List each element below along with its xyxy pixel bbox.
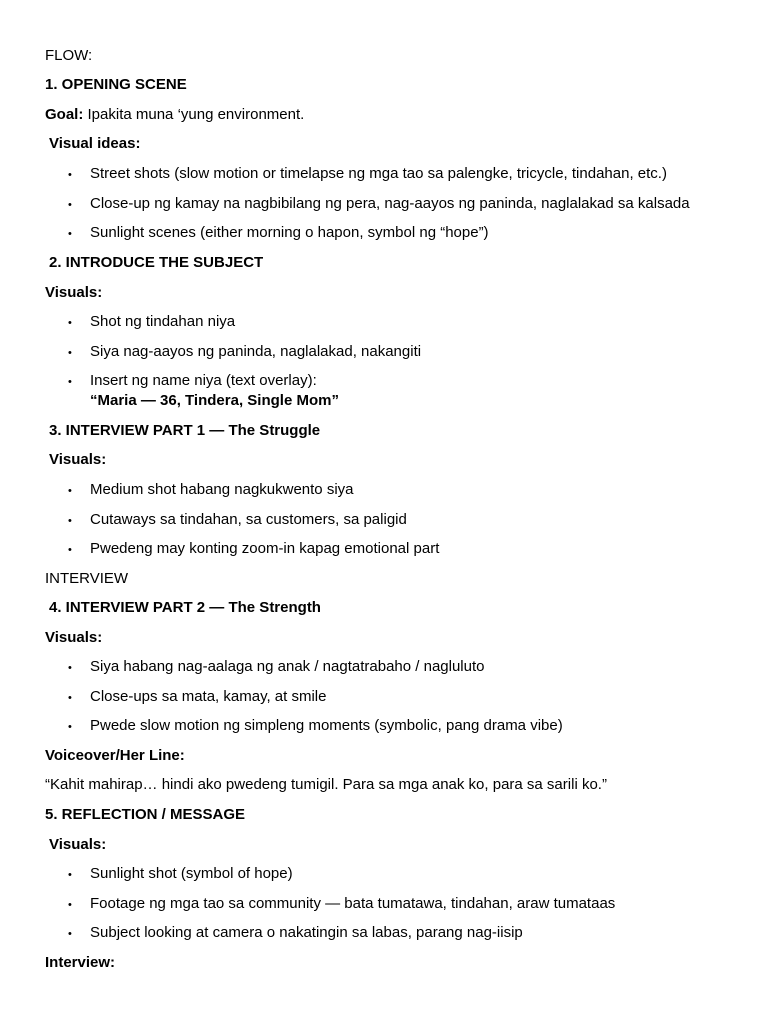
list-item-text: Pwede slow motion ng simpleng moments (symbolic, pang drama vibe) xyxy=(90,717,563,734)
section-1-heading: 1. OPENING SCENE xyxy=(45,76,187,93)
bullet-icon: • xyxy=(68,662,72,674)
goal-text: Ipakita muna ‘yung environment. xyxy=(83,106,305,123)
interview-heading: Interview: xyxy=(45,954,116,971)
list-item-text: Sunlight scenes (either morning o hapon, symbol ng “hope”) xyxy=(90,224,489,241)
section-4-visual-label: Visuals: xyxy=(45,629,103,646)
section-1-visual-label: Visual ideas: xyxy=(49,135,141,152)
section-5-visual-label: Visuals: xyxy=(49,836,107,853)
goal-line xyxy=(45,106,304,124)
list-item-text: Siya nag-aayos ng paninda, naglalakad, nakangiti xyxy=(90,343,422,360)
list-item-text: Cutaways sa tindahan, sa customers, sa paligid xyxy=(90,511,407,528)
bullet-icon: • xyxy=(68,317,72,329)
list-item-text: Siya habang nag-aalaga ng anak / nagtatrabaho / nagluluto xyxy=(90,658,485,675)
list-item-text: Close-up ng kamay na nagbibilang ng pera, nag-aayos ng paninda, naglalakad sa kalsada xyxy=(90,195,690,212)
list-item-text: Medium shot habang nagkukwento siya xyxy=(90,481,354,498)
bullet-icon: • xyxy=(68,169,72,181)
bullet-icon: • xyxy=(68,347,72,359)
list-item-text: Shot ng tindahan niya xyxy=(90,313,236,330)
section-3-visual-label: Visuals: xyxy=(49,451,107,468)
goal-label: Goal: xyxy=(45,106,84,123)
section-4-heading: 4. INTERVIEW PART 2 — The Strength xyxy=(49,599,321,616)
bullet-icon: • xyxy=(68,515,72,527)
section-2-visual-label: Visuals: xyxy=(45,284,103,301)
list-item-text: Footage ng mga tao sa community — bata tumatawa, tindahan, araw tumataas xyxy=(90,895,616,912)
list-item-text: Pwedeng may konting zoom-in kapag emotional part xyxy=(90,540,440,557)
interview-label: INTERVIEW xyxy=(45,570,129,587)
voiceover-label: Voiceover/Her Line: xyxy=(45,747,185,764)
list-item-text: Sunlight shot (symbol of hope) xyxy=(90,865,293,882)
list-item-text: Insert ng name niya (text overlay): xyxy=(90,372,317,389)
bullet-icon: • xyxy=(68,485,72,497)
voiceover-text: “Kahit mahirap… hindi ako pwedeng tumigil. Para sa mga anak ko, para sa sarili ko.” xyxy=(45,776,607,793)
bullet-icon: • xyxy=(68,869,72,881)
list-item-text: Street shots (slow motion or timelapse ng mga tao sa palengke, tricycle, tindahan, etc.) xyxy=(90,165,667,182)
bullet-icon: • xyxy=(68,544,72,556)
bullet-icon: • xyxy=(68,228,72,240)
list-item-text: Close-ups sa mata, kamay, at smile xyxy=(90,688,327,705)
bullet-icon: • xyxy=(68,376,72,388)
bullet-icon: • xyxy=(68,692,72,704)
bullet-icon: • xyxy=(68,928,72,940)
flow-label: FLOW: xyxy=(45,47,93,64)
section-3-heading: 3. INTERVIEW PART 1 — The Struggle xyxy=(49,422,321,439)
name-overlay-text: “Maria — 36, Tindera, Single Mom” xyxy=(90,392,339,409)
section-2-heading: 2. INTRODUCE THE SUBJECT xyxy=(49,254,264,271)
section-5-heading: 5. REFLECTION / MESSAGE xyxy=(45,806,246,823)
list-item-text: Subject looking at camera o nakatingin sa labas, parang nag-iisip xyxy=(90,924,523,941)
bullet-icon: • xyxy=(68,721,72,733)
bullet-icon: • xyxy=(68,199,72,211)
bullet-icon: • xyxy=(68,899,72,911)
